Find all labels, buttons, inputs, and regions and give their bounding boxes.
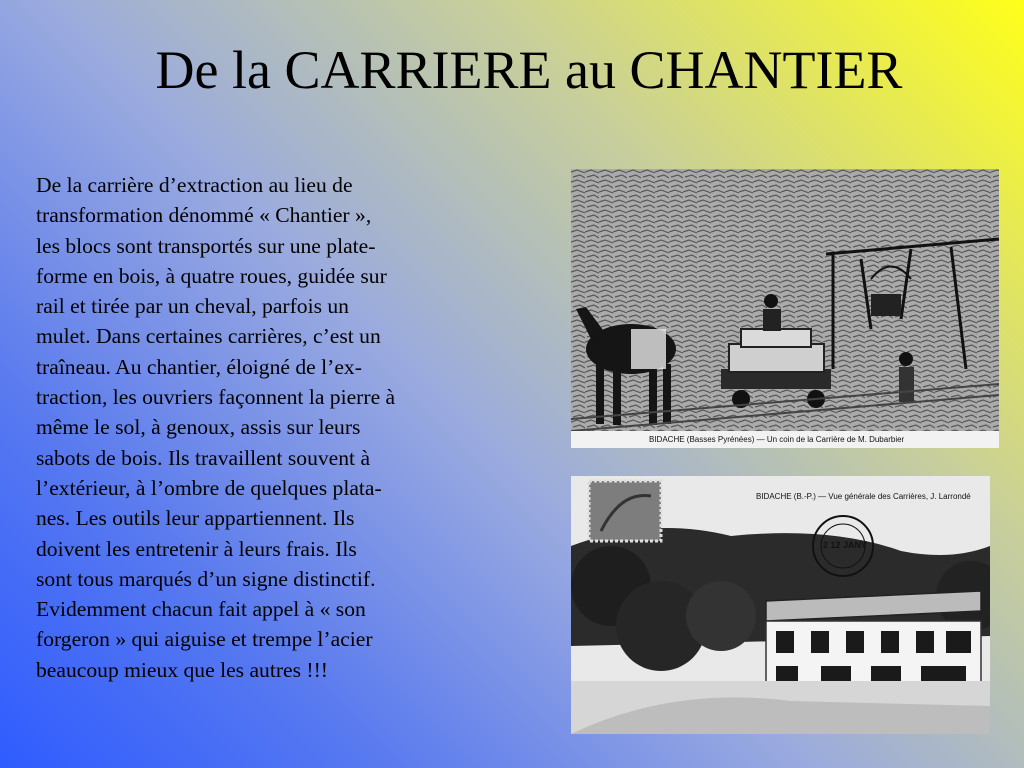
worksite-photo (571, 476, 990, 734)
slide-body-text: De la carrière d’extraction au lieu de transformation dénommé « Chantier », les blocs sont transportés sur une plate- forme en bois, à quatre roues, guidée sur rail et tirée par un cheval, parfois un mulet. Dans certaines carrières, c’est un traîneau. Au chantier, éloigné de l’ex- traction, les ouvriers façonnent la pierre à même le sol, à genoux, assis sur leurs sabots de bois. Ils travaillent souvent à l’extérieur, à l’ombre de quelques plata- nes. Les outils leur appartiennent. Ils doivent les entretenir à leurs frais. Ils sont tous marqués d’un signe distinctif. Evidemment chacun fait appel à « son forgeron » qui aiguise et trempe l’acier beaucoup mieux que les autres !!! (36, 173, 396, 682)
quarry-photo (571, 169, 999, 448)
postmark-date: 2 12 JANV (823, 540, 868, 550)
slide-title: De la CARRIERE au CHANTIER (155, 40, 903, 100)
quarry-photo-caption: BIDACHE (Basses Pyrénées) — Un coin de la Carrière de M. Dubarbier (649, 435, 905, 444)
worksite-photo-caption: BIDACHE (B.-P.) — Vue générale des Carrières, J. Larrondé (756, 492, 971, 501)
